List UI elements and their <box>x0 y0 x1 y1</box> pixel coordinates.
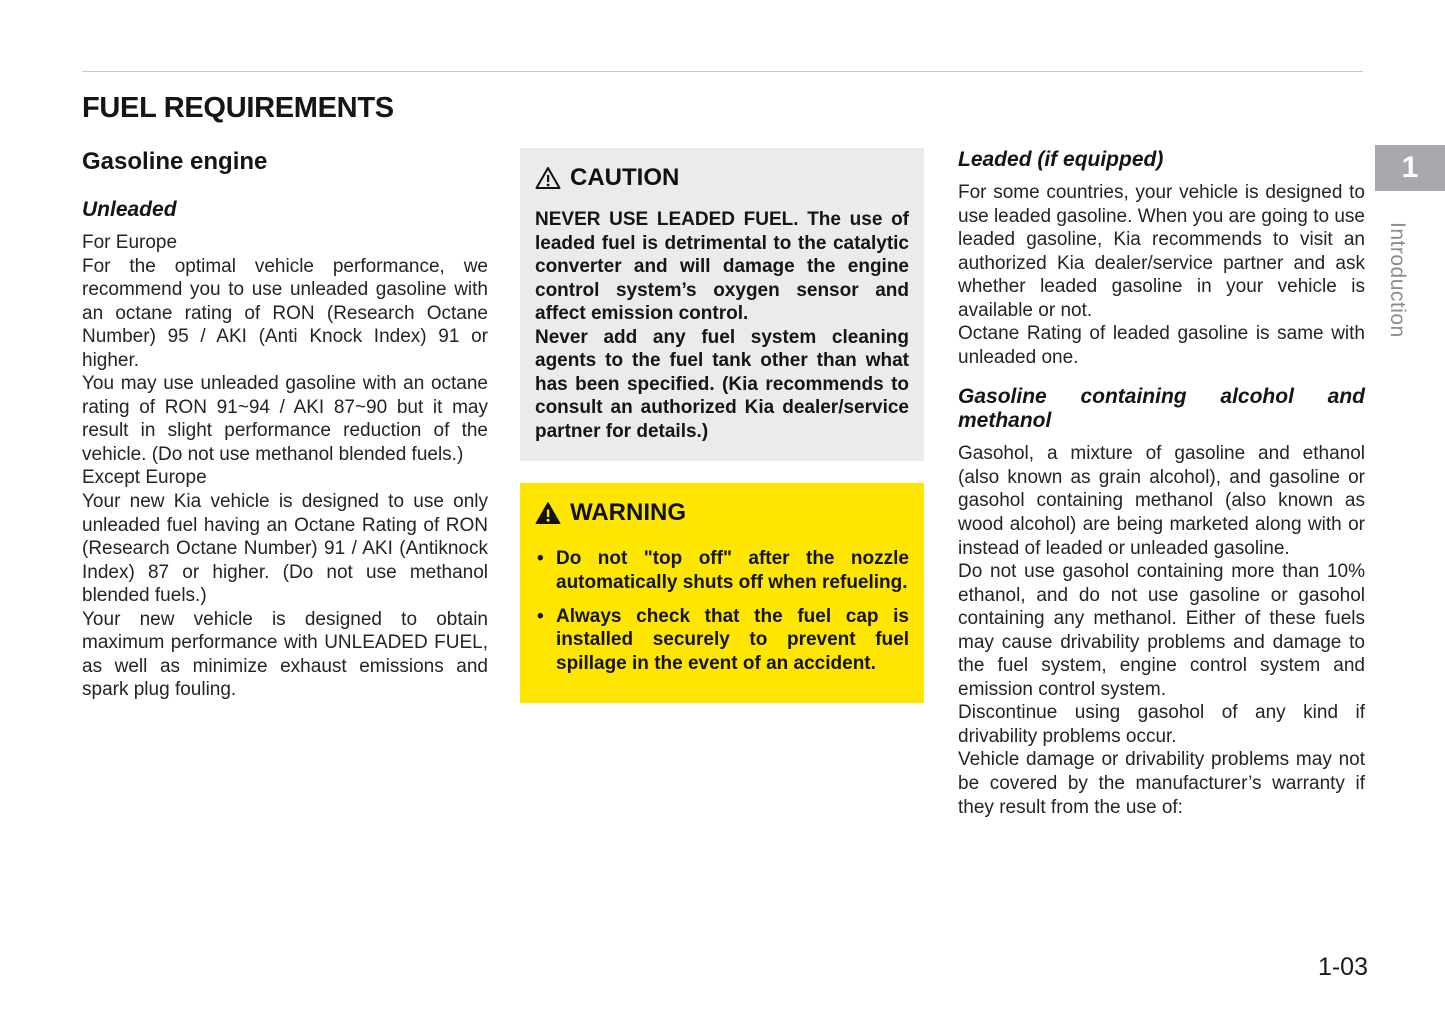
caution-paragraph: Never add any fuel system cleaning agents to the fuel tank other than what has been specified. (Kia recommends to consult an authorized Kia dealer/service partner for details.) <box>535 326 909 442</box>
subsection-heading-alcohol-methanol: Gasoline containing alcohol and methanol <box>958 385 1365 433</box>
right-column <box>958 148 1365 819</box>
caution-icon <box>535 166 561 190</box>
warning-bullet: • Always check that the fuel cap is installed securely to prevent fuel spillage in the event of an accident. <box>535 605 909 676</box>
paragraph: Do not use gasohol containing more than 10% ethanol, and do not use gasoline or gasohol containing any methanol. Either of these fuels may cause drivability problems and damage to the fuel system, engine control system and emission control system. <box>958 561 1365 700</box>
paragraph: Discontinue using gasohol of any kind if drivability problems occur. <box>958 702 1365 747</box>
paragraph: Gasohol, a mixture of gasoline and ethanol (also known as grain alcohol), and gasoline or gasohol containing methanol (also known as wood alcohol) are being marketed along with or instead of leaded or unleaded gasoline. <box>958 443 1365 559</box>
top-divider <box>82 71 1363 72</box>
paragraph: Vehicle damage or drivability problems may not be covered by the manufacturer’s warranty if they result from the use of: <box>958 749 1365 818</box>
label-except-europe: Except Europe <box>82 467 207 489</box>
paragraph: Your new vehicle is designed to obtain maximum performance with UNLEADED FUEL, as well as minimize exhaust emissions and spark plug fouling. <box>82 608 488 701</box>
caution-header <box>535 164 909 192</box>
caution-paragraph: NEVER USE LEADED FUEL. The use of leaded fuel is detrimental to the catalytic converter and will damage the engine control system’s oxygen sensor and affect emission control. <box>535 209 909 325</box>
warning-title: WARNING <box>570 499 686 527</box>
paragraph: For some countries, your vehicle is designed to use leaded gasoline. When you are going to use leaded gasoline, Kia recommends to visit an authorized Kia dealer/service partner and ask whether leaded gasoline in your vehicle is available or not. <box>958 182 1365 321</box>
warning-icon <box>535 501 561 525</box>
subsection-heading-unleaded: Unleaded <box>82 198 177 221</box>
caution-title: CAUTION <box>570 164 680 191</box>
page-number: 1-03 <box>1317 953 1368 981</box>
page-title: FUEL REQUIREMENTS <box>82 92 394 124</box>
warning-bullet: • Do not "top off" after the nozzle automatically shuts off when refueling. <box>535 547 909 594</box>
paragraph: For the optimal vehicle performance, we recommend you to use unleaded gasoline with an octane rating of RON (Research Octane Number) 95 / AKI (Anti Knock Index) 91 or higher. <box>82 255 488 371</box>
paragraph: Octane Rating of leaded gasoline is same with unleaded one. <box>958 323 1365 368</box>
middle-column <box>520 148 924 703</box>
warning-header <box>535 499 909 527</box>
paragraph: You may use unleaded gasoline with an octane rating of RON 91~94 / AKI 87~90 but it may result in slight performance reduction of the vehicle. (Do not use methanol blended fuels.) <box>82 373 488 465</box>
subsection-heading-leaded: Leaded (if equipped) <box>958 148 1164 171</box>
caution-box <box>520 148 924 461</box>
label-for-europe: For Europe <box>82 232 178 253</box>
left-column <box>82 148 488 702</box>
warning-box <box>520 483 924 703</box>
section-heading-gasoline-engine: Gasoline engine <box>82 148 268 175</box>
chapter-label: Introduction <box>1386 222 1409 338</box>
paragraph: Your new Kia vehicle is designed to use only unleaded fuel having an Octane Rating of RON (Research Octane Number) 91 / AKI (Antiknock Index) 87 or higher. (Do not use methanol blended fuels.) <box>82 491 488 607</box>
chapter-tab: 1 <box>1375 145 1445 191</box>
warning-list <box>535 547 909 675</box>
